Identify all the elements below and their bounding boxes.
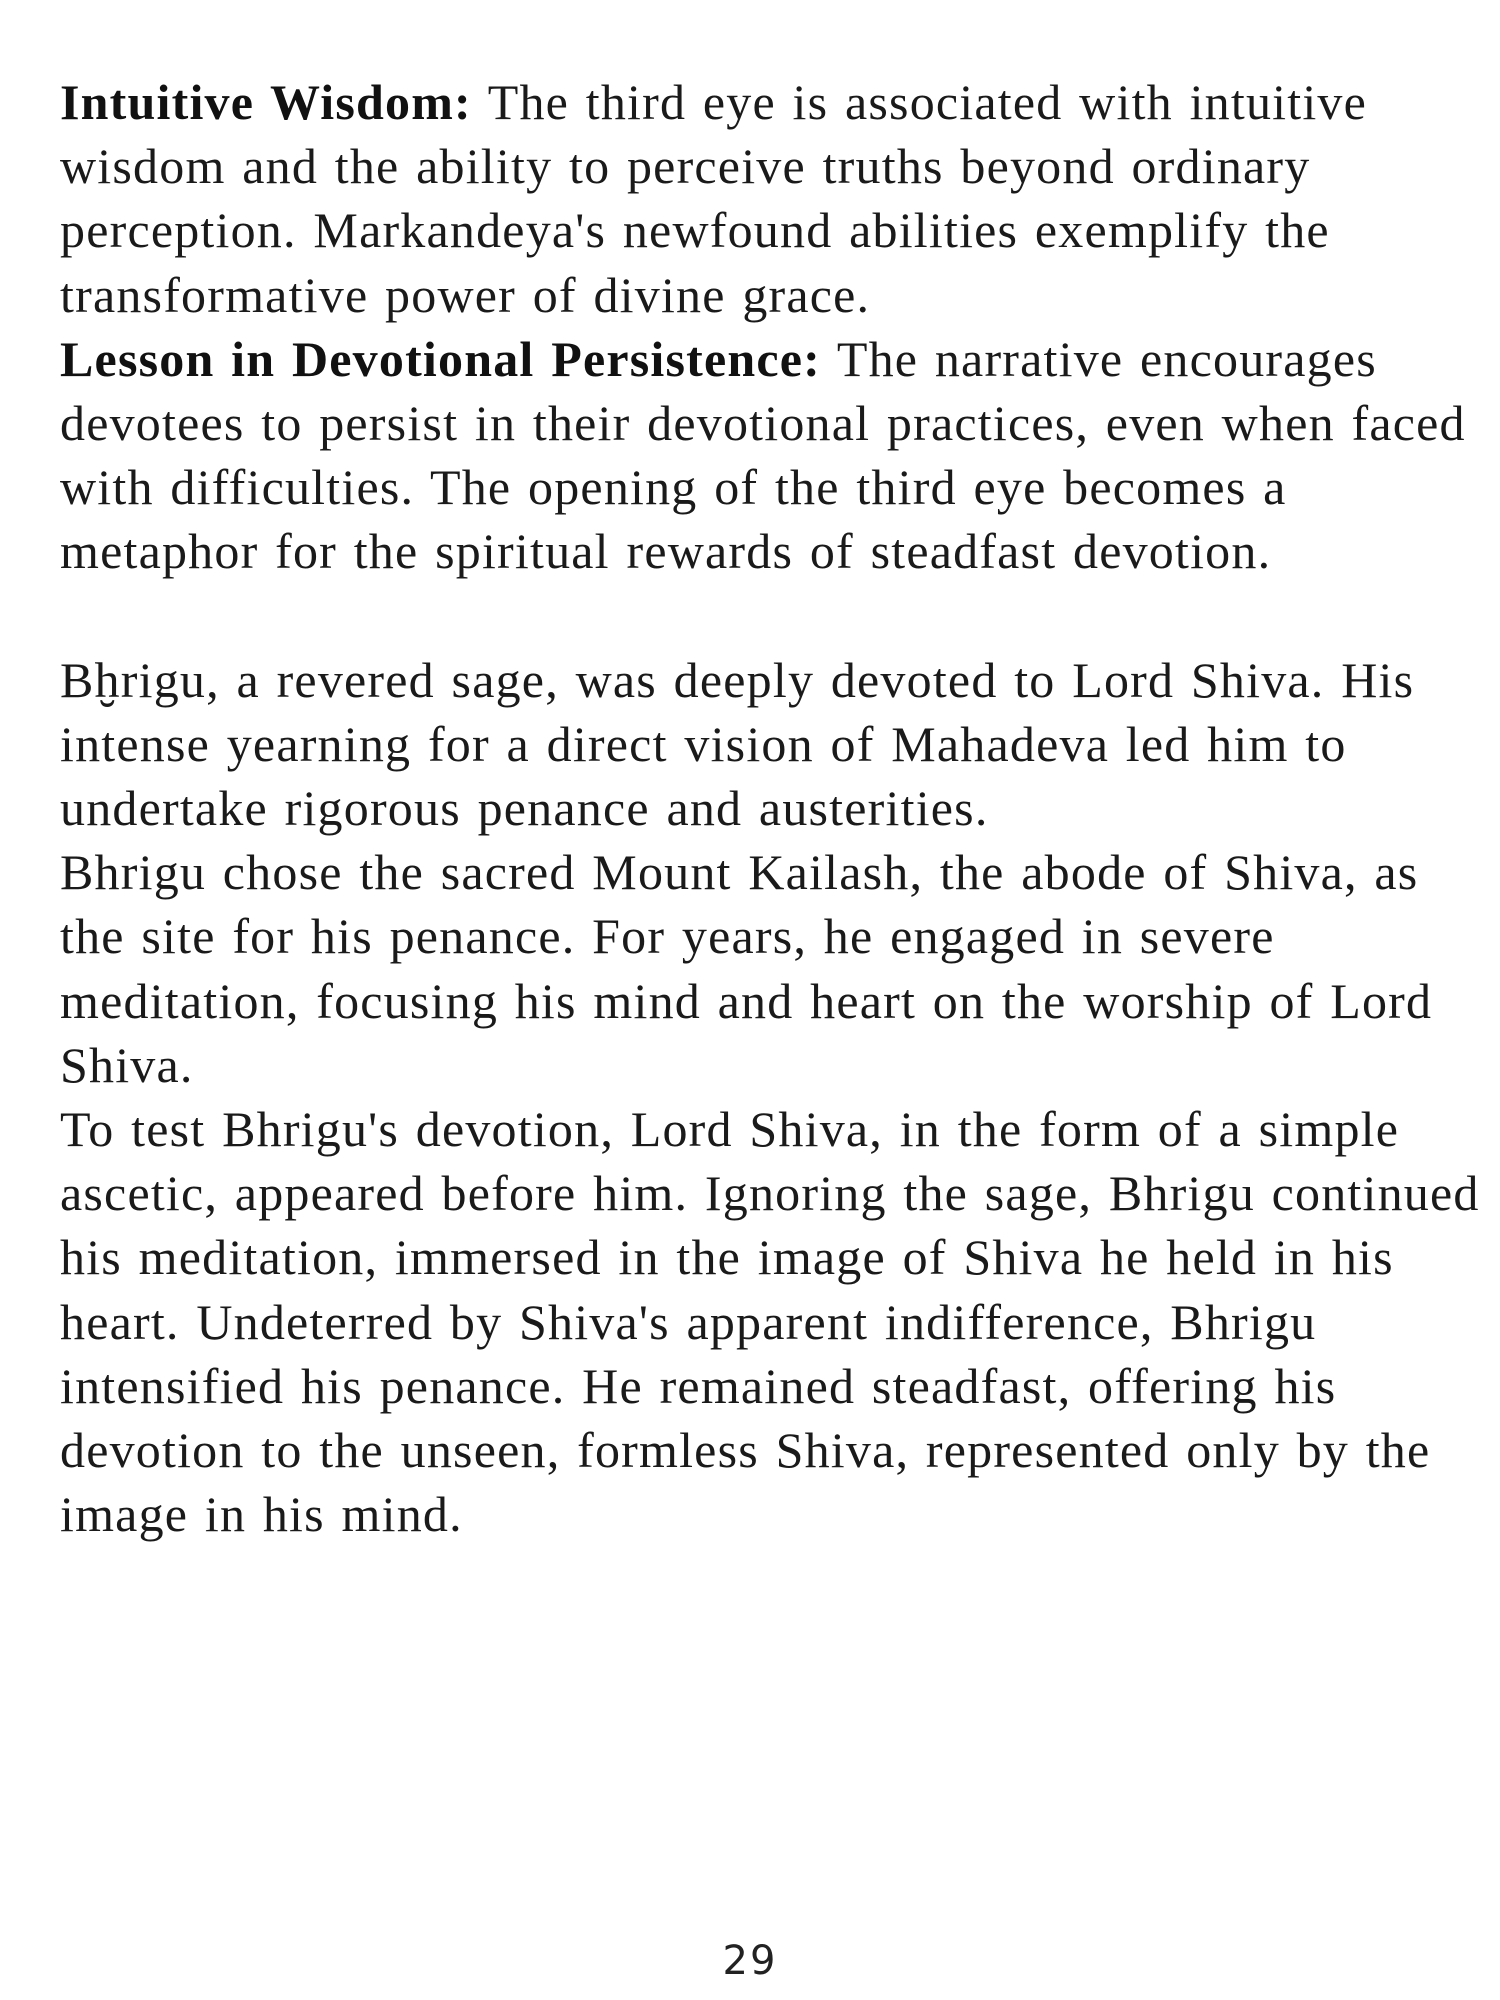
section-text: The narrative encourages devotees to persist in their devotional practices, even when faced with difficulties. The opening of the third eye becomes a metaphor for the spiritual rewards of steadfast devotion. bbox=[60, 330, 1466, 580]
body-text bbox=[60, 70, 1480, 1546]
paragraph-bhrigu-kailash: Bhrigu chose the sacred Mount Kailash, the abode of Shiva, as the site for his penance. For years, he engaged in severe meditation, focusing his mind and heart on the worship of Lord Shiva. bbox=[60, 844, 1433, 1093]
section-heading: Intuitive Wisdom: bbox=[60, 74, 472, 130]
paragraph-gap bbox=[60, 584, 1480, 648]
paragraph-bhrigu-test: To test Bhrigu's devotion, Lord Shiva, in the form of a simple ascetic, appeared before him. Ignoring the sage, Bhrigu continued his meditation, immersed in the image of Shiva he held in his heart. Undeterred by Shiva's apparent indifference, Bhrigu intensified his penance. He remained steadfast, offering his devotion to the unseen, formless Shiva, represented only by the image in his mind. bbox=[60, 1101, 1480, 1543]
section-intuitive-wisdom bbox=[60, 70, 1480, 327]
paragraph-bhrigu-intro: Bḫrigu, a revered sage, was deeply devoted to Lord Shiva. His intense yearning for a direct vision of Mahadeva led him to undertake rigorous penance and austerities. bbox=[60, 651, 1415, 837]
section-heading: Lesson in Devotional Persistence: bbox=[60, 330, 822, 387]
section-text: The third eye is associated with intuitive wisdom and the ability to perceive truths beyond ordinary perception. Markandeya's newfound abilities exemplify the transformative power of divine grace. bbox=[60, 74, 1368, 323]
page-number: 29 bbox=[722, 1938, 778, 1984]
section-devotional-persistence bbox=[60, 327, 1480, 584]
